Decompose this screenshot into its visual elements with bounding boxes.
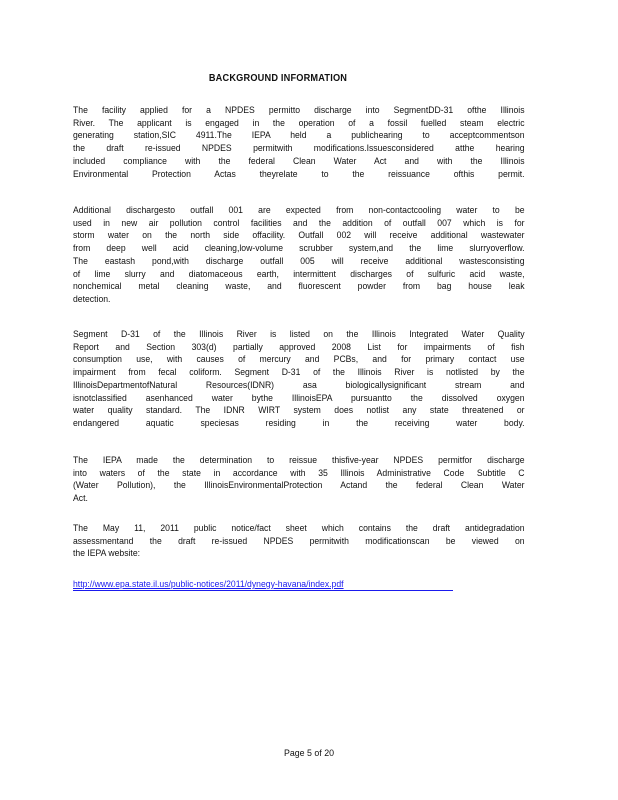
text-line: The May 11, 2011 public notice/fact sheet which contains the draft antidegradation: [73, 523, 525, 534]
text-line: (Water Pollution), the IllinoisEnvironmentalProtection Actand the federal Clean Water: [73, 480, 525, 492]
text-line: The facility applied for a NPDES permitto discharge into SegmentDD-31 ofthe Illinois: [73, 105, 525, 116]
page-number: Page 5 of 20: [283, 748, 335, 759]
text-line: generating station,SIC 4911.The IEPA held a publichearing to acceptcommentson: [73, 130, 525, 142]
text-line: isnotclassified asenhanced water bythe IllinoisEPA pursuantto the dissolved oxygen: [73, 392, 525, 404]
text-line: the IEPA website:: [73, 548, 141, 560]
text-line: consumption use, with causes of mercury and PCBs, and for primary contact use: [73, 354, 525, 366]
text-line: assessmentand the draft re-issued NPDES permitwith modificationscan be viewed on: [73, 535, 525, 547]
text-line: The eastash pond,with discharge outfall 005 will receive additional wastesconsisting: [73, 255, 525, 267]
text-line: endangered aquatic speciesas residing in the receiving water body.: [73, 417, 525, 429]
text-line: included compliance with the federal Clean Water Act and with the Illinois: [73, 155, 525, 167]
paragraph-segment: [73, 329, 525, 431]
paragraph-discharges: [73, 205, 525, 307]
text-line: storm water on the north side offacility. Outfall 002 will receive additional wastewater: [73, 230, 525, 242]
text-line: water quality standard. The IDNR WIRT system does notlist any state threatened or: [73, 405, 525, 417]
text-line: of lime slurry and diatomaceous earth, intermittent discharges of sulfuric acid waste,: [73, 268, 525, 280]
public-notice-link[interactable]: http://www.epa.state.il.us/public-notices/2011/dynegy-havana/index.pdf: [73, 579, 344, 590]
text-line: River. The applicant is engaged in the operation of a fossil fuelled steam electric: [73, 117, 525, 129]
text-line: nonchemical metal cleaning waste, and fluorescent powder from bag house leak: [73, 281, 525, 293]
text-line: Environmental Protection Actas theyrelate to the reissuance ofthis permit.: [73, 168, 525, 180]
text-line: into waters of the state in accordance with 35 Illinois Administrative Code Subtitle C: [73, 467, 525, 479]
text-line: Act.: [73, 493, 88, 505]
section-heading: BACKGROUND INFORMATION: [208, 73, 348, 84]
text-line: Additional dischargesto outfall 001 are expected from non-contactcooling water to be: [73, 205, 525, 216]
text-line: the draft re-issued NPDES permitwith modifications.Issuesconsidered atthe hearing: [73, 143, 525, 155]
text-line: from deep well acid cleaning,low-volume scrubber system,and the lime slurryoverflow.: [73, 243, 525, 255]
paragraph-public-notice: [73, 523, 525, 561]
paragraph-determination: [73, 455, 525, 506]
text-line: impairment from fecal coliform. Segment D-31 of the Illinois River is notlisted by the: [73, 367, 525, 379]
text-line: The IEPA made the determination to reissue thisfive-year NPDES permitfor discharge: [73, 455, 525, 466]
text-line: used in new air pollution control facilities and the addition of outfall 007 which is for: [73, 217, 525, 229]
paragraph-facility: [73, 105, 525, 181]
text-line: Segment D-31 of the Illinois River is listed on the Illinois Integrated Water Quality: [73, 329, 525, 340]
text-line: Report and Section 303(d) partially approved 2008 List for impairments of fish: [73, 341, 525, 353]
link-underline: [73, 590, 453, 591]
text-line: detection.: [73, 293, 111, 305]
text-line: IllinoisDepartmentofNatural Resources(IDNR) asa biologicallysignificant stream and: [73, 379, 525, 391]
